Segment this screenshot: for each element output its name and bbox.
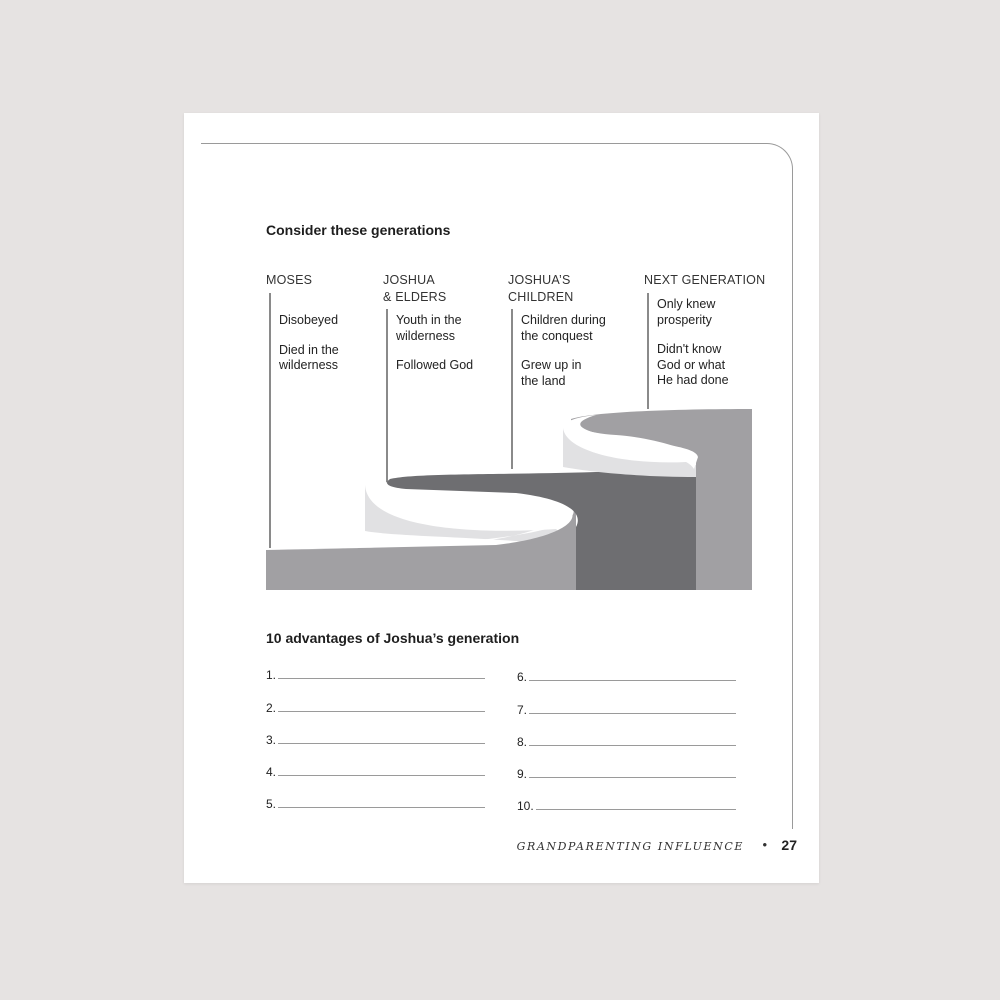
write-line[interactable] — [278, 710, 485, 712]
advantage-blank-4 — [266, 765, 485, 779]
generation-items — [279, 313, 339, 388]
generation-heading: JOSHUA & ELDERS — [383, 273, 447, 304]
generation-item: Grew up in the land — [521, 358, 582, 388]
footer-bullet: • — [762, 837, 767, 852]
advantage-number: 4. — [266, 765, 277, 779]
generation-item: Died in the wilderness — [279, 342, 339, 372]
generation-item: Disobeyed — [279, 313, 339, 327]
advantage-number: 8. — [517, 735, 528, 749]
write-line[interactable] — [278, 742, 485, 744]
generation-items — [657, 297, 729, 403]
advantage-number: 3. — [266, 733, 277, 747]
running-footer-title: GRANDPARENTING INFLUENCE — [516, 840, 744, 853]
write-line[interactable] — [529, 679, 736, 681]
advantage-blank-2 — [266, 701, 485, 715]
write-line[interactable] — [529, 712, 736, 714]
generation-items — [396, 313, 473, 388]
advantage-blank-9 — [517, 767, 736, 781]
generation-heading: MOSES — [266, 273, 313, 287]
generation-item: Only knew prosperity — [657, 297, 716, 327]
page-number: 27 — [781, 837, 797, 853]
write-line[interactable] — [536, 808, 736, 810]
advantage-number: 5. — [266, 797, 277, 811]
advantage-number: 7. — [517, 703, 528, 717]
advantage-blank-10 — [517, 799, 736, 813]
section-title-advantages: 10 advantages of Joshua’s generation — [266, 630, 520, 646]
advantage-number: 1. — [266, 668, 277, 682]
advantage-blank-3 — [266, 733, 485, 747]
generation-item: Children during the conquest — [521, 313, 606, 343]
generation-heading: JOSHUA’S CHILDREN — [508, 273, 574, 304]
advantage-blank-5 — [266, 797, 485, 811]
advantage-number: 9. — [517, 767, 528, 781]
write-line[interactable] — [278, 806, 485, 808]
book-page — [184, 113, 819, 883]
winding-road-diagram — [266, 407, 752, 590]
advantage-number: 2. — [266, 701, 277, 715]
write-line[interactable] — [529, 744, 736, 746]
write-line[interactable] — [529, 776, 736, 778]
write-line[interactable] — [278, 774, 485, 776]
advantage-number: 6. — [517, 670, 528, 684]
advantage-blank-7 — [517, 703, 736, 717]
generation-items — [521, 313, 606, 403]
generation-item: Youth in the wilderness — [396, 313, 462, 343]
write-line[interactable] — [278, 677, 485, 679]
advantage-blank-6 — [517, 670, 736, 684]
road-front-lower — [266, 550, 576, 590]
advantage-blank-1 — [266, 668, 485, 682]
advantage-number: 10. — [517, 799, 534, 813]
generation-heading: NEXT GENERATION — [644, 273, 766, 287]
generation-line — [647, 293, 649, 409]
generation-item: Followed God — [396, 358, 474, 372]
section-title-generations: Consider these generations — [266, 222, 451, 238]
generation-item: Didn't know God or what He had done — [657, 342, 729, 387]
advantage-blank-8 — [517, 735, 736, 749]
